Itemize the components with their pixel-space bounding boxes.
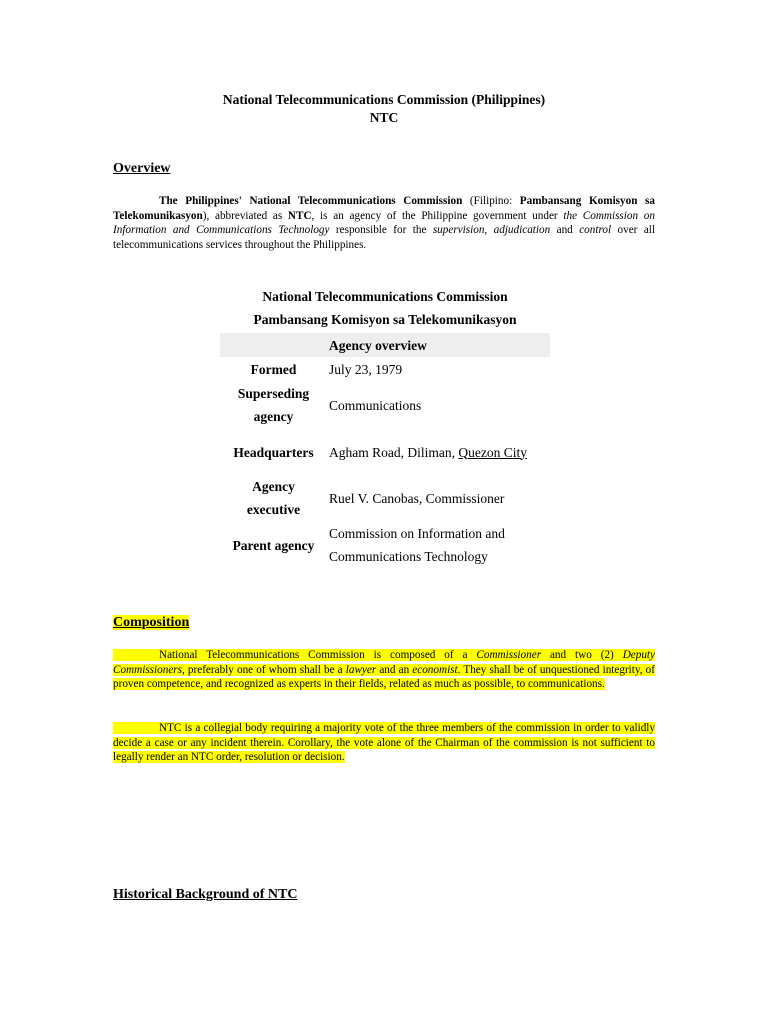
document-title — [0, 91, 768, 127]
infobox-row-formed: Formed July 23, 1979 — [250, 361, 403, 377]
infobox-subtitle: Pambansang Komisyon sa Telekomunikasyon — [253, 312, 517, 327]
overview-paragraph: The Philippines' National Telecommunications Commission (Filipino: Pambansang Komisyon sa Telekomunikasyon), abbreviated as NTC, is an agency of the Philippine government under the Commission on Information and Communications Technology responsible for the supervision, adjudication and control over all telecommunications services throughout the Philippines. — [113, 195, 656, 251]
composition-heading: Composition — [113, 615, 190, 630]
overview-bold-ntc-name: The Philippines' National Telecommunications Commission — [159, 195, 463, 207]
quezon-city-link[interactable]: Quezon City — [458, 444, 527, 460]
overview-heading: Overview — [113, 161, 171, 176]
history-heading: Historical Background of NTC — [113, 887, 298, 902]
infobox-header: Agency overview — [329, 337, 427, 353]
overview-bold-filipino-name: Pambansang Komisyon sa Telekomunikasyon — [113, 195, 655, 222]
infobox-header-row — [220, 333, 550, 357]
infobox-title: National Telecommunications Commission — [262, 289, 508, 304]
infobox-row-parent: Parent agency Commission on Information and Communications Technology — [232, 526, 505, 564]
composition-paragraph-1: National Telecommunications Commission is composed of a Commissioner and two (2) Deputy Commissioners, preferably one of whom shall be a lawyer and an economist. They shall be of unquestioned integrity, of proven competence, and recognized as experts in their fields, related as much as possible, to communications. — [113, 649, 655, 691]
infobox-row-executive: Agency executive Ruel V. Canobas, Commissioner — [246, 479, 505, 517]
agency-infobox — [220, 285, 550, 569]
title-line-2: NTC — [369, 110, 399, 125]
infobox-row-headquarters: Headquarters Agham Road, Diliman, Quezon City — [233, 444, 527, 460]
infobox-row-superseding: Superseding agency Communications — [237, 386, 422, 424]
title-line-1: National Telecommunications Commission (Philippines) — [222, 92, 546, 107]
composition-paragraph-2: NTC is a collegial body requiring a majority vote of the three members of the commission in order to validly decide a case or any incident therein. Corollary, the vote alone of the Chairman of the commission is not sufficient to legally render an NTC order, resolution or decision. — [113, 722, 655, 764]
